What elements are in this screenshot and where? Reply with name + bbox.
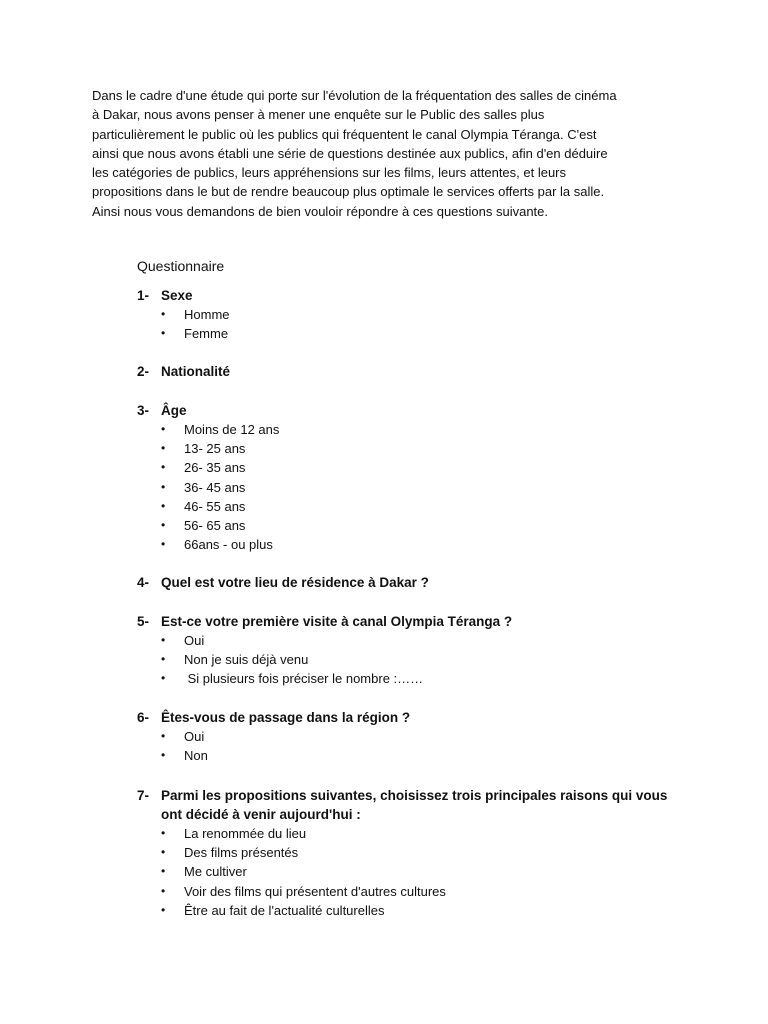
question-6	[137, 708, 697, 765]
bullet-icon: •	[161, 326, 166, 341]
list-item	[137, 631, 697, 650]
intro-paragraph	[92, 86, 682, 221]
bullet-icon: •	[161, 729, 166, 743]
question-7	[137, 786, 697, 920]
intro-line: propositions dans le but de rendre beaucoup plus optimale le services offerts par la salle.	[92, 184, 605, 200]
question-number: 1-	[137, 288, 150, 303]
bullet-icon: •	[161, 671, 166, 686]
list-item	[137, 901, 697, 920]
intro-line: Ainsi nous vous demandons de bien vouloir répondre à ces questions suivante.	[92, 203, 549, 219]
questionnaire-heading: Questionnaire	[137, 258, 225, 274]
bullet-icon: •	[161, 460, 166, 475]
option-list	[137, 727, 697, 765]
question-title	[137, 401, 697, 420]
bullet-icon: •	[161, 652, 166, 667]
option-text: 36- 45 ans	[184, 479, 246, 495]
list-item	[137, 669, 697, 688]
list-item	[137, 305, 697, 324]
list-item	[137, 420, 697, 439]
list-item	[137, 478, 697, 497]
intro-line: à Dakar, nous avons penser à mener une enquête sur le Public des salles plus	[92, 107, 545, 123]
question-title	[137, 573, 697, 592]
bullet-icon: •	[161, 537, 166, 552]
question-number: 4-	[137, 575, 150, 590]
bullet-icon: •	[161, 441, 166, 456]
list-item	[137, 824, 697, 843]
question-4	[137, 573, 697, 592]
question-text: ont décidé à venir aujourd'hui :	[161, 807, 361, 822]
list-item	[137, 727, 697, 746]
option-text: Non	[184, 748, 208, 764]
option-list	[137, 631, 697, 689]
question-2	[137, 362, 697, 381]
question-title	[137, 708, 697, 727]
bullet-icon: •	[161, 422, 166, 436]
list-item	[137, 458, 697, 477]
option-list	[137, 824, 697, 920]
question-title	[137, 612, 697, 631]
question-number: 2-	[137, 364, 150, 379]
question-number: 3-	[137, 403, 150, 418]
question-text: Est-ce votre première visite à canal Olympia Téranga ?	[161, 614, 513, 629]
bullet-icon: •	[161, 479, 166, 494]
questionnaire-heading-block	[137, 257, 697, 276]
option-text: Non je suis déjà venu	[184, 652, 309, 668]
option-list	[137, 420, 697, 554]
option-text: Me cultiver	[184, 864, 247, 880]
option-text: 46- 55 ans	[184, 498, 246, 514]
bullet-icon: •	[161, 748, 166, 763]
list-item	[137, 746, 697, 765]
option-text: Être au fait de l'actualité culturelles	[184, 902, 385, 918]
option-list	[137, 305, 697, 343]
bullet-icon: •	[161, 307, 166, 321]
bullet-icon: •	[161, 633, 166, 647]
question-title	[137, 286, 697, 305]
option-text: Voir des films qui présentent d'autres cultures	[184, 883, 446, 899]
list-item	[137, 439, 697, 458]
option-text: 26- 35 ans	[184, 460, 246, 476]
question-text: Quel est votre lieu de résidence à Dakar ?	[161, 575, 429, 590]
list-item	[137, 497, 697, 516]
question-text: Êtes-vous de passage dans la région ?	[161, 710, 411, 725]
list-item	[137, 535, 697, 554]
question-text: Nationalité	[161, 364, 231, 379]
list-item	[137, 862, 697, 881]
option-text: Moins de 12 ans	[184, 422, 280, 437]
question-text: Parmi les propositions suivantes, choisissez trois principales raisons qui vous	[161, 788, 668, 803]
option-text: Si plusieurs fois préciser le nombre :……	[184, 671, 424, 687]
intro-line: ainsi que nous avons établi une série de questions destinée aux publics, afin d'en déduire	[92, 145, 608, 161]
option-text: Femme	[184, 326, 229, 342]
question-3	[137, 401, 697, 554]
list-item	[137, 650, 697, 669]
question-title	[137, 362, 697, 381]
option-text: Oui	[184, 729, 205, 744]
list-item	[137, 843, 697, 862]
question-1	[137, 286, 697, 343]
list-item	[137, 324, 697, 343]
bullet-icon: •	[161, 498, 166, 513]
bullet-icon: •	[161, 864, 166, 879]
question-text: Sexe	[161, 288, 193, 303]
option-text: La renommée du lieu	[184, 826, 307, 841]
question-number: 5-	[137, 614, 150, 629]
question-number: 7-	[137, 788, 150, 803]
option-text: 66ans - ou plus	[184, 537, 273, 553]
question-number: 6-	[137, 710, 150, 725]
bullet-icon: •	[161, 826, 166, 840]
list-item	[137, 516, 697, 535]
option-text: 13- 25 ans	[184, 441, 246, 457]
question-5	[137, 612, 697, 689]
list-item	[137, 882, 697, 901]
option-text: Homme	[184, 307, 230, 322]
option-text: Des films présentés	[184, 845, 299, 861]
intro-line: particulièrement le public où les publics qui fréquentent le canal Olympia Téranga. C'est	[92, 126, 597, 142]
question-title	[137, 786, 697, 824]
bullet-icon: •	[161, 902, 166, 917]
option-text: Oui	[184, 633, 205, 648]
intro-line: Dans le cadre d'une étude qui porte sur l'évolution de la fréquentation des salles de cinéma	[92, 88, 617, 103]
intro-line: les catégories de publics, leurs appréhensions sur les films, leurs attentes, et leurs	[92, 165, 567, 181]
option-text: 56- 65 ans	[184, 518, 246, 534]
bullet-icon: •	[161, 518, 166, 533]
bullet-icon: •	[161, 883, 166, 898]
question-text: Âge	[161, 403, 187, 418]
bullet-icon: •	[161, 845, 166, 860]
